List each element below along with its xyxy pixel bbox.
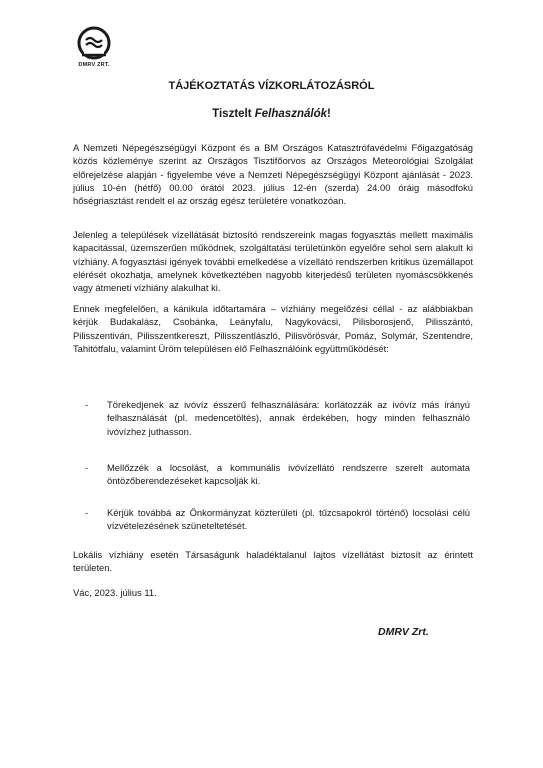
company-logo (74, 26, 114, 72)
bullet-text: Törekedjenek az ivóvíz ésszerű felhasználására: korlátozzák az ivóvíz más irányú felhasználását (pl. medencetöltés), annak érdekében, hogy minden felhasználó ivóvízhez juthasson. (107, 399, 470, 437)
bullet-dash: - (85, 462, 89, 473)
paragraph-closing: Lokális vízhiány esetén Társaságunk haladéktalanul lajtos vízellátást biztosít az érintett területen. (73, 549, 473, 574)
greeting (0, 108, 543, 120)
logo-emblem-icon (74, 26, 114, 62)
document-date: Vác, 2023. július 11. (73, 587, 157, 598)
greeting-italic: Felhasználók (254, 108, 327, 120)
bullet-dash: - (85, 399, 89, 410)
paragraph-request: Ennek megfelelően, a kánikula időtartamára – vízhiány megelőzési céllal - az alábbiakban kérjük Budakalász, Csobánka, Leányfalu, Nagykovácsi, Pilisborosjenő, Pilisszántó, Pilisszentiván, Pilisszentkereszt, Pilisszentlászló, Pilisvörösvár, Pomáz, Solymár, Szentendre, Tahitótfalu, valamint Üröm településen élő Felhasználóink együttműködését: (73, 303, 473, 354)
greeting-suffix: ! (326, 108, 331, 120)
greeting-prefix: Tisztelt (212, 108, 255, 120)
logo-wordmark: DMRV ZRT. (78, 62, 110, 68)
bullet-text: Mellőzzék a locsolást, a kommunális ivóvízellátó rendszerre szerelt automata öntözőberendezéseket kapcsolják ki. (107, 462, 470, 487)
paragraph-announcement: A Nemzeti Népegészségügyi Központ és a BM Országos Katasztrófavédelmi Főigazgatóság közös közleménye szerint az Országos Tisztifőorvos az Országos Meteorológiai Szolgálat előrejelzése alapján - figyelembe véve a Nemzeti Népegészségügyi Központ ajánlását - 2023. július 10-én (hétfő) 00.00 órától 2023. július 12-én (szerda) 24.00 óráig másodfokú hőségriasztást rendelt el az ország egész területére vonatkozóan. (73, 142, 473, 207)
paragraph-current-status: Jelenleg a települések vízellátását biztosító rendszereink magas fogyasztás mellett maximális kapacitással, üzemszerűen működnek, szolgáltatási területünkön egyelőre sehol sem alakult ki vízhiány. A fogyasztási igények további emelkedése a vízellátó rendszerben kritikus üzemállapot elérését okozhatja, amelynek következtében nagyobb kiterjedésű területen nyomáscsökkenés vagy átmeneti vízhiány alakulhat ki. (73, 229, 473, 294)
signature: DMRV Zrt. (378, 626, 429, 638)
document-title: TÁJÉKOZTATÁS VÍZKORLÁTOZÁSRÓL (168, 80, 375, 92)
bullet-text: Kérjük továbbá az Önkormányzat közterületi (pl. tűzcsapokról történő) locsolási célú vízvételezésének szüneteltetését. (107, 507, 470, 532)
bullet-dash: - (85, 507, 89, 518)
